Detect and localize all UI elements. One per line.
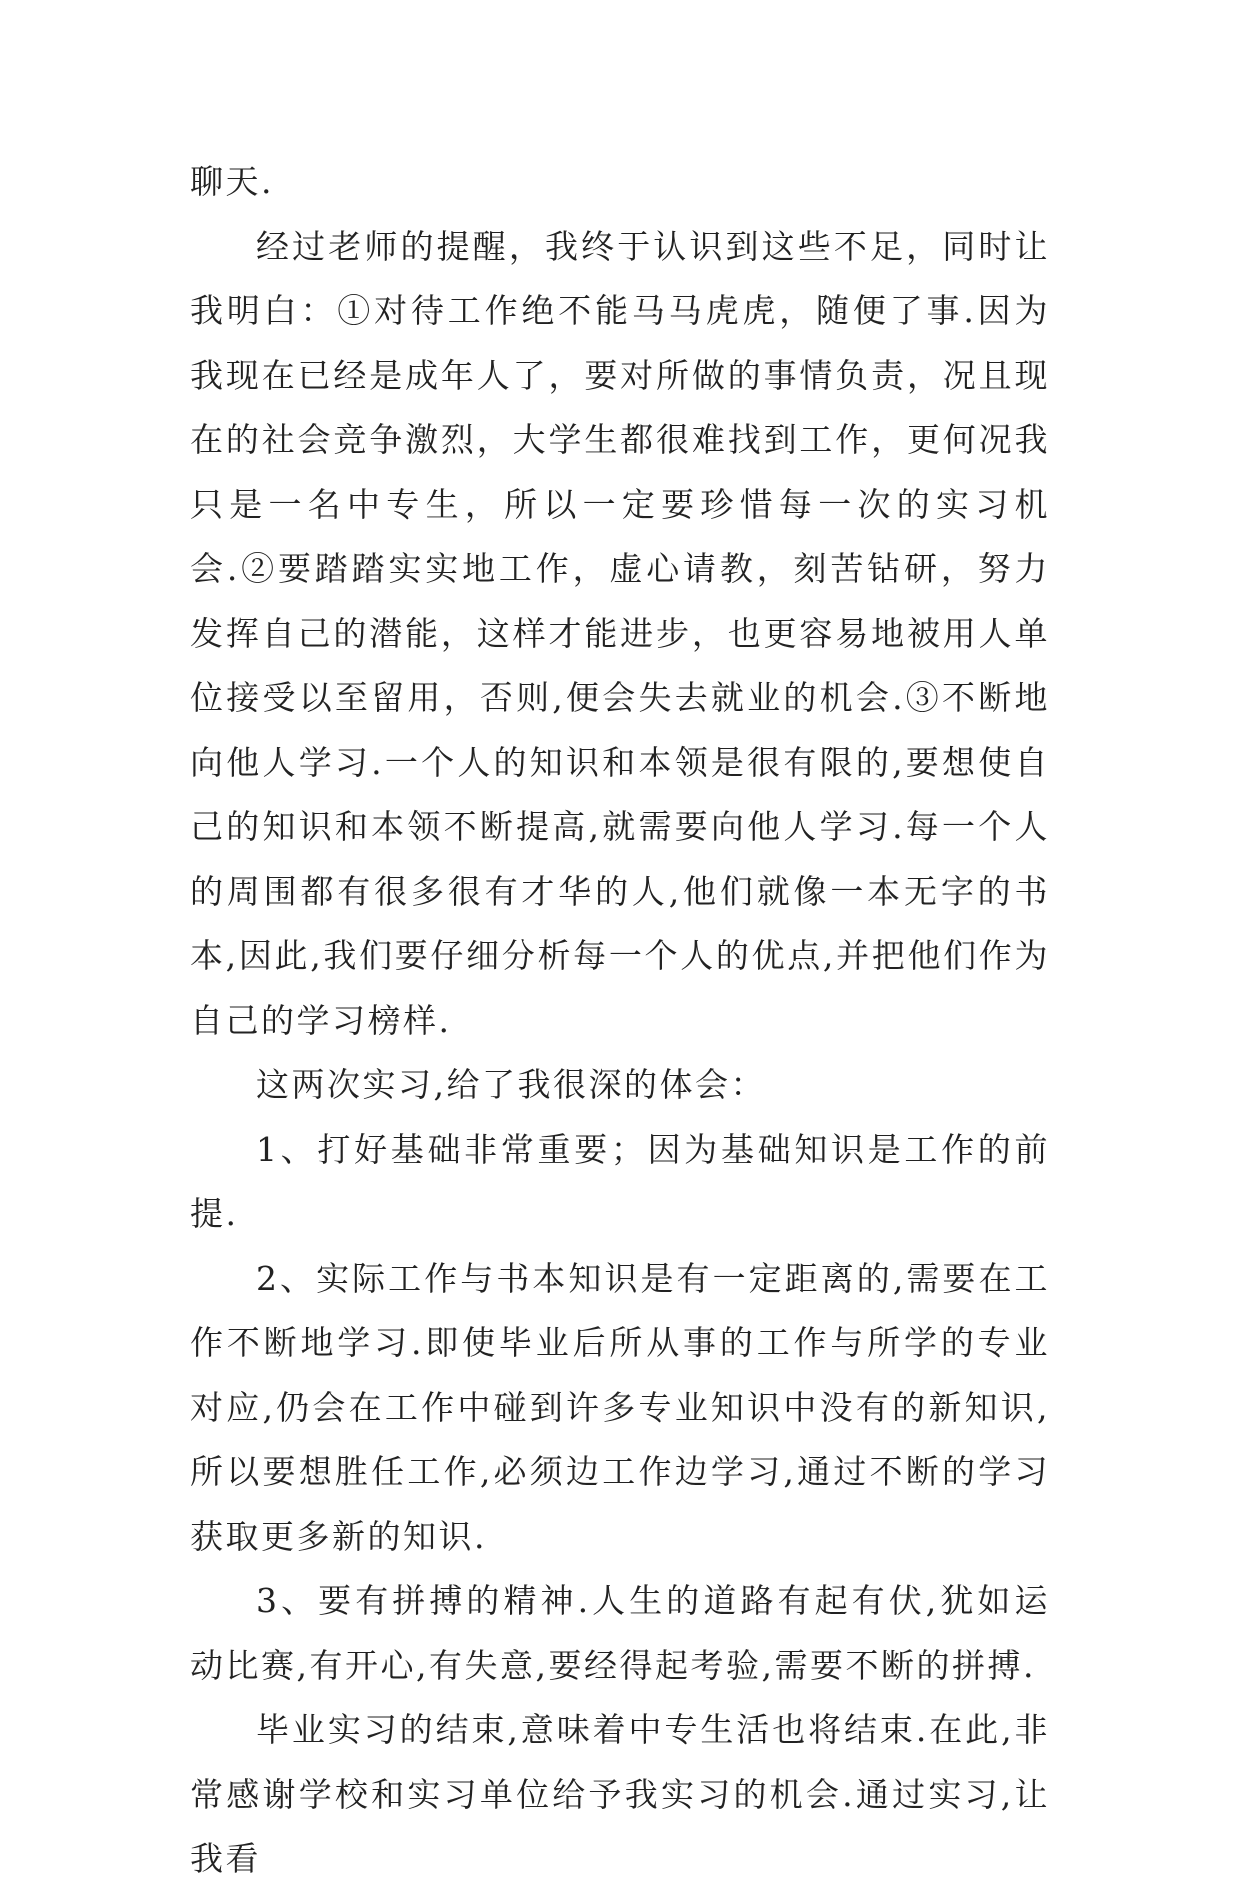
paragraph-continuation: 聊天. (190, 162, 274, 201)
body-text (190, 150, 1050, 1892)
paragraph-point-3: 3、要有拼搏的精神.人生的道路有起有伏,犹如运动比赛,有开心,有失意,要经得起考验,需要不断的拼搏. (190, 1581, 1050, 1685)
paragraph-conclusion: 毕业实习的结束,意味着中专生活也将结束.在此,非常感谢学校和实习单位给予我实习的机会.通过实习,让我看 (190, 1710, 1050, 1878)
paragraph-reflection: 经过老师的提醒，我终于认识到这些不足，同时让我明白：①对待工作绝不能马马虎虎，随便了事.因为我现在已经是成年人了，要对所做的事情负责，况且现在的社会竞争激烈，大学生都很难找到工作，更何况我只是一名中专生，所以一定要珍惜每一次的实习机会.②要踏踏实实地工作，虚心请教，刻苦钻研，努力发挥自己的潜能，这样才能进步，也更容易地被用人单位接受以至留用，否则,便会失去就业的机会.③不断地向他人学习.一个人的知识和本领是很有限的,要想使自己的知识和本领不断提高,就需要向他人学习.每一个人的周围都有很多很有才华的人,他们就像一本无字的书本,因此,我们要仔细分析每一个人的优点,并把他们作为自己的学习榜样. (190, 226, 1050, 1040)
paragraph-point-1: 1、打好基础非常重要；因为基础知识是工作的前提. (190, 1129, 1050, 1233)
paragraph-point-2: 2、实际工作与书本知识是有一定距离的,需要在工作不断地学习.即使毕业后所从事的工作与所学的专业对应,仍会在工作中碰到许多专业知识中没有的新知识,所以要想胜任工作,必须边工作边学习,通过不断的学习获取更多新的知识. (190, 1258, 1050, 1556)
paragraph-experience-intro: 这两次实习,给了我很深的体会： (256, 1065, 766, 1104)
